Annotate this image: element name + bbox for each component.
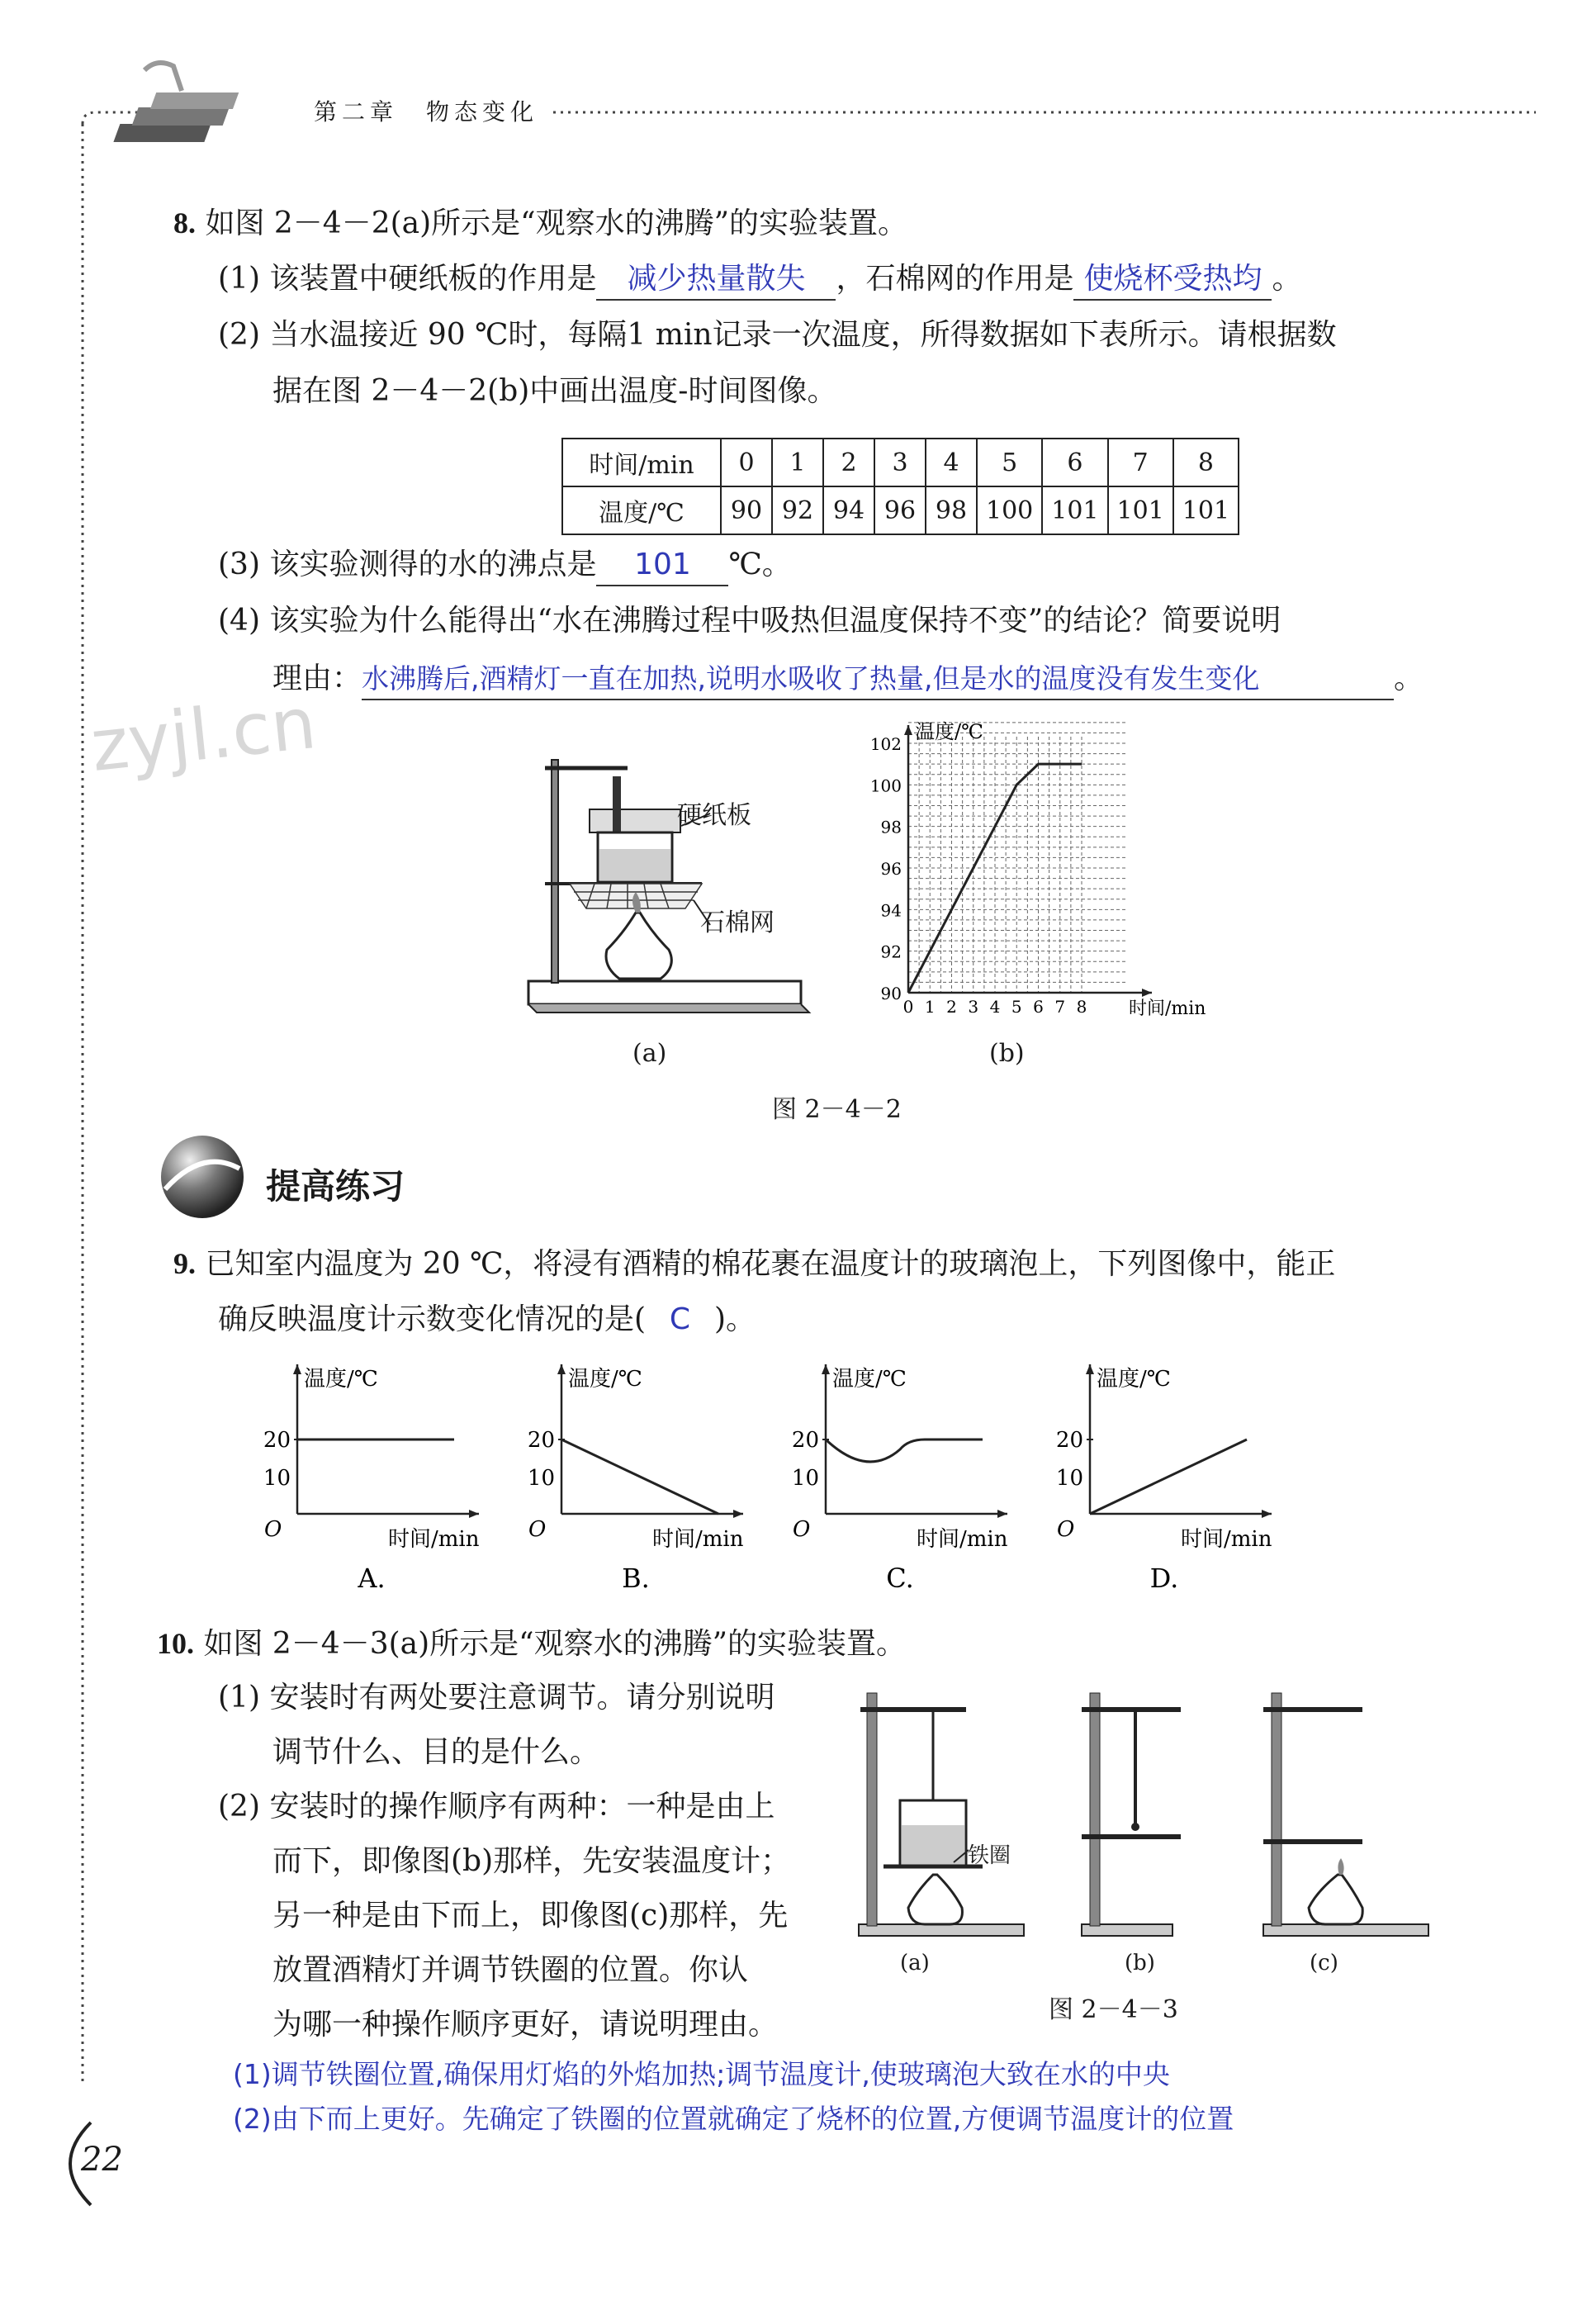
origin-label: O [793,1517,811,1542]
q8-part3-unit: ℃。 [728,548,792,581]
y-axis-arrow [557,1364,566,1374]
figure-2-4-2-caption: 图 2－4－2 [772,1095,902,1124]
q8-part1-text: (1) 该装置中硬纸板的作用是 [218,262,597,296]
q10-number: 10. [157,1627,194,1660]
q10-part2-line1: (2) 安装时的操作顺序有两种：一种是由上 [218,1790,775,1824]
books-icon [113,63,239,142]
tick-20: 20 [527,1428,555,1453]
table-cell: 0 [721,439,772,486]
q8-answer-2: 使烧杯受热均 [1083,262,1262,296]
label-asbestos-net: 石棉网 [700,908,775,937]
table-cell: 101 [1108,486,1173,534]
q8-part4-line1: (4) 该实验为什么能得出“水在沸腾过程中吸热但温度保持不变”的结论？简要说明 [218,604,1281,638]
q8-part1 [218,259,1301,301]
q9-option-graphs [248,1354,1321,1594]
q8-part4-line2 [272,659,1424,700]
option-label: D. [1149,1563,1179,1594]
x-tick-label: 8 [1076,997,1087,1017]
y-tick-label: 92 [880,941,902,962]
x-axis-arrow [733,1510,743,1518]
x-tick-label: 4 [989,997,1001,1017]
apparatus-b [1082,1693,1181,1936]
y-axis-label: 温度/℃ [304,1367,378,1392]
x-axis-arrow [1142,989,1152,997]
table-cell: 7 [1108,439,1173,486]
fig-2-4-3-c: (c) [1310,1951,1338,1975]
table-row [562,486,1239,534]
q10-part1-line2: 调节什么、目的是什么。 [272,1735,600,1769]
option-label: B. [622,1563,650,1594]
table-header-temp: 温度/℃ [562,486,721,534]
table-cell: 94 [823,486,874,534]
table-cell: 96 [874,486,926,534]
q10-stem: 如图 2－4－3(a)所示是“观察水的沸腾”的实验装置。 [203,1627,906,1661]
label-cardboard: 硬纸板 [677,801,751,830]
x-axis-label: 时间/min [917,1527,1008,1552]
origin-label: O [528,1517,547,1542]
tick-20: 20 [263,1428,291,1453]
chapter-header: 第二章 物态变化 [314,98,539,126]
y-axis-arrow [1086,1364,1094,1374]
table-cell: 2 [823,439,874,486]
tick-20: 20 [791,1428,819,1453]
q8-number: 8. [173,206,196,240]
x-tick-label: 1 [924,997,936,1017]
table-cell: 4 [926,439,977,486]
option-curve [561,1439,718,1514]
fig-b-caption: (b) [989,1039,1025,1068]
table-cell: 98 [926,486,977,534]
q8-answer-1: 减少热量散失 [627,262,806,296]
table-cell: 92 [772,486,823,534]
x-axis-arrow [997,1510,1007,1518]
figure-2-4-3-caption: 图 2－4－3 [1049,1995,1178,2024]
q9-stem-2: 确反映温度计示数变化情况的是( [218,1302,647,1336]
x-tick-label: 5 [1011,997,1022,1017]
option-curve [826,1439,983,1462]
q8-part3-text: (3) 该实验测得的水的沸点是 [218,548,597,581]
apparatus-a [859,1693,1024,1936]
q8-part1-text-b: ，石棉网的作用是 [836,262,1074,296]
q8-data-table [561,438,1239,535]
q10-stem-line [157,1624,906,1664]
section-ball-icon [157,1131,248,1222]
x-tick-label: 7 [1054,997,1066,1017]
option-label: A. [358,1563,386,1594]
y-tick-label: 94 [880,900,902,921]
header-decoration [0,0,1587,165]
label-iron-ring: 铁圈 [968,1843,1011,1868]
watermark: zyjl.cn [87,682,320,788]
q10-part1-line1: (1) 安装时有两处要注意调节。请分别说明 [218,1681,775,1715]
y-tick-label: 102 [869,734,902,754]
q8-part2-line2: 据在图 2－4－2(b)中画出温度-时间图像。 [272,374,837,408]
x-tick-label: 3 [968,997,979,1017]
x-axis-label: 时间/min [652,1527,744,1552]
x-tick-label: 2 [946,997,957,1017]
table-cell: 3 [874,439,926,486]
table-cell: 100 [977,486,1042,534]
y-tick-label: 100 [869,775,902,796]
y-axis-label: 温度/℃ [915,720,983,743]
q8-part2-line1: (2) 当水温接近 90 ℃时，每隔1 min记录一次温度，所得数据如下表所示。请根据数 [218,318,1337,352]
q9-answer: C [669,1302,691,1336]
q8-answer-3: 101 [634,548,691,581]
apparatus-figure-a [520,743,826,1016]
x-tick-label: 6 [1033,997,1044,1017]
q8-part4-reason-label: 理由： [272,662,362,695]
table-cell: 8 [1173,439,1239,486]
q8-part3 [218,545,792,586]
y-axis-label: 温度/℃ [1097,1367,1171,1392]
table-cell: 1 [772,439,823,486]
origin-label: O [264,1517,282,1542]
option-curve [1090,1439,1247,1514]
table-cell: 101 [1042,486,1107,534]
q8-answer-4: 水沸腾后,酒精灯一直在加热,说明水吸收了热量,但是水的温度没有发生变化 [362,662,1260,695]
fig-a-caption: (a) [632,1039,667,1068]
apparatus-c [1263,1693,1428,1936]
y-axis-label: 温度/℃ [832,1367,907,1392]
table-cell: 90 [721,486,772,534]
tick-20: 20 [1055,1428,1083,1453]
q8-part1-end: 。 [1272,262,1302,296]
q10-part2-line3: 另一种是由下而上，即像图(c)那样，先 [272,1899,789,1933]
x-axis-arrow [1262,1510,1272,1518]
option-label: C. [886,1563,914,1594]
q10-part2-line5: 为哪一种操作顺序更好，请说明理由。 [272,2008,779,2042]
q8-stem-line [173,203,907,244]
section-title: 提高练习 [266,1166,405,1207]
y-tick-label: 90 [880,984,902,1003]
tick-10: 10 [527,1466,555,1491]
x-axis-label: 时间/min [1181,1527,1272,1552]
q10-part2-line2: 而下，即像图(b)那样，先安装温度计； [272,1844,791,1878]
tick-10: 10 [1055,1466,1083,1491]
table-cell: 5 [977,439,1042,486]
q9-line1 [173,1244,1335,1284]
q9-stem-end: )。 [713,1302,756,1336]
y-axis-arrow [293,1364,301,1374]
q8-part4-end: 。 [1394,662,1424,695]
fig-2-4-3-a: (a) [900,1951,930,1975]
tick-10: 10 [791,1466,819,1491]
origin-label: O [1057,1517,1075,1542]
q8-stem: 如图 2－4－2(a)所示是“观察水的沸腾”的实验装置。 [205,206,907,240]
table-cell: 101 [1173,486,1239,534]
y-axis-arrow [904,725,912,735]
q9-line2 [218,1300,756,1340]
q10-part2-line4: 放置酒精灯并调节铁圈的位置。你认 [272,1953,749,1987]
table-cell: 6 [1042,439,1107,486]
q9-number: 9. [173,1247,196,1280]
tick-10: 10 [263,1466,291,1491]
q10-answer-1: (1)调节铁圈位置,确保用灯焰的外焰加热;调节温度计,使玻璃泡大致在水的中央 [233,2058,1170,2090]
table-row [562,439,1239,486]
x-tick-label: 0 [902,997,914,1017]
fig-2-4-3-b: (b) [1125,1951,1155,1975]
x-axis-label: 时间/min [388,1527,480,1552]
temperature-time-chart [850,720,1206,1026]
y-axis-label: 温度/℃ [568,1367,642,1392]
x-axis-arrow [469,1510,479,1518]
y-tick-label: 98 [880,817,902,837]
q10-answer-2: (2)由下而上更好。先确定了铁圈的位置就确定了烧杯的位置,方便调节温度计的位置 [233,2103,1234,2135]
x-axis-label: 时间/min [1129,998,1206,1019]
table-header-time: 时间/min [562,439,721,486]
q9-stem: 已知室内温度为 20 ℃，将浸有酒精的棉花裹在温度计的玻璃泡上，下列图像中，能正 [205,1247,1336,1281]
y-tick-label: 96 [880,859,902,879]
apparatus-figure-2-4-3 [850,1685,1461,1966]
page-number: 22 [81,2141,123,2179]
y-axis-arrow [822,1364,830,1374]
